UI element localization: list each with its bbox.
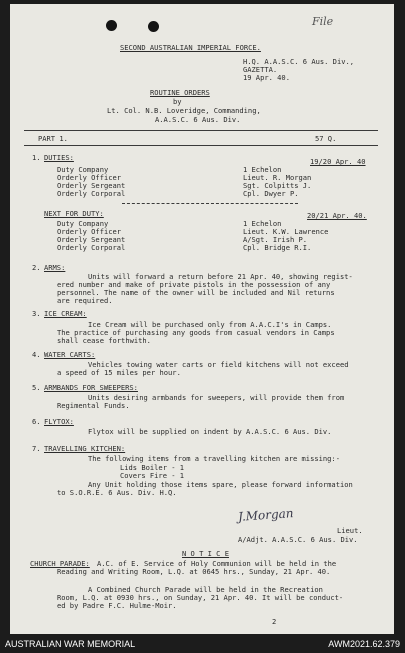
duty-name: 1 Echelon	[243, 219, 282, 228]
handwritten-signature: J.Morgan	[237, 506, 294, 524]
next-duty-date: 20/21 Apr. 40.	[307, 211, 367, 220]
ice-cream-heading: ICE CREAM:	[44, 309, 87, 318]
notice-text: Room, L.Q. at 0930 hrs., on Sunday, 21 Apr. 40. It will be conduct-	[57, 593, 344, 602]
duty-role: Orderly Sergeant	[57, 235, 126, 244]
notice-heading: N O T I C E	[182, 549, 229, 558]
duty-role: Orderly Sergeant	[57, 181, 126, 190]
arms-text: are required.	[57, 296, 113, 305]
section-number: 3.	[32, 309, 41, 318]
duty-name: Cpl. Dwyer P.	[243, 189, 299, 198]
force-heading: SECOND AUSTRALIAN IMPERIAL FORCE.	[120, 43, 261, 52]
page-number: 2	[272, 617, 277, 626]
ice-cream-text: shall cease forthwith.	[57, 336, 151, 345]
order-number: 57 Q.	[315, 134, 337, 143]
section-number: 6.	[32, 417, 41, 426]
section-number: 5.	[32, 383, 41, 392]
commanding-unit: A.A.S.C. 6 Aus. Div.	[155, 115, 241, 124]
water-carts-heading: WATER CARTS:	[44, 350, 96, 359]
archive-name: AUSTRALIAN WAR MEMORIAL	[5, 638, 136, 649]
kitchen-intro: The following items from a travelling kitchen are missing:-	[88, 454, 340, 463]
water-carts-text: Vehicles towing water carts or field kitchens will not exceed	[88, 360, 349, 369]
archive-footer	[0, 634, 405, 653]
duty-role: Orderly Corporal	[57, 243, 126, 252]
arms-text: personnel. The name of the owner will be included and Nil returns	[57, 288, 335, 297]
duty-name: Lieut. K.W. Lawrence	[243, 227, 329, 236]
part-label: PART 1.	[38, 134, 68, 143]
duties-date: 19/20 Apr. 40	[310, 157, 366, 166]
water-carts-text: a speed of 15 miles per hour.	[57, 368, 181, 377]
signatory-rank: Lieut.	[337, 526, 363, 535]
notice-text: ed by Padre F.C. Hulme-Moir.	[57, 601, 177, 610]
arms-heading: ARMS:	[44, 263, 66, 272]
ice-cream-text: Ice Cream will be purchased only from A.A.C.I's in Camps.	[88, 320, 332, 329]
next-duty-heading: NEXT FOR DUTY:	[44, 209, 104, 218]
document-page	[10, 4, 394, 634]
routine-orders-title: ROUTINE ORDERS	[150, 88, 210, 97]
kitchen-item: Covers Fire - 1	[120, 471, 185, 480]
kitchen-heading: TRAVELLING KITCHEN:	[44, 444, 126, 453]
duty-role: Orderly Corporal	[57, 189, 126, 198]
archive-reference: AWM2021.62.379	[328, 638, 400, 649]
duty-role: Duty Company	[57, 219, 109, 228]
armbands-heading: ARMBANDS FOR SWEEPERS:	[44, 383, 138, 392]
flytox-heading: FLYTOX:	[44, 417, 74, 426]
armbands-text: Units desiring armbands for sweepers, will provide them from	[88, 393, 345, 402]
punch-hole	[106, 20, 117, 31]
section-number: 2.	[32, 263, 41, 272]
commanding-officer: Lt. Col. N.B. Loveridge, Commanding,	[107, 106, 261, 115]
signatory-appointment: A/Adjt. A.A.S.C. 6 Aus. Div.	[238, 535, 358, 544]
section-number: 7.	[32, 444, 41, 453]
duty-name: A/Sgt. Irish P.	[243, 235, 308, 244]
handwritten-file-note: File	[312, 15, 334, 28]
divider	[24, 130, 378, 131]
duty-name: Sgt. Colpitts J.	[243, 181, 312, 190]
notice-text: A Combined Church Parade will be held in the Recreation	[88, 585, 323, 594]
duties-heading: DUTIES:	[44, 153, 74, 162]
duty-role: Orderly Officer	[57, 173, 122, 182]
duty-role: Duty Company	[57, 165, 109, 174]
notice-text: Reading and Writing Room, L.Q. at 0645 hrs., Sunday, 21 Apr. 40.	[57, 567, 331, 576]
section-number: 1.	[32, 153, 41, 162]
punch-hole	[148, 21, 159, 32]
duty-name: Cpl. Bridge R.I.	[243, 243, 312, 252]
kitchen-item: Lids Boiler - 1	[120, 463, 185, 472]
place-line: GAZETTA.	[243, 65, 278, 74]
duty-role: Orderly Officer	[57, 227, 122, 236]
kitchen-text: to S.O.R.E. 6 Aus. Div. H.Q.	[57, 488, 177, 497]
church-parade-heading: CHURCH PARADE:	[30, 559, 90, 568]
dashed-separator	[122, 203, 298, 204]
ice-cream-text: The practice of purchasing any goods from casual vendors in Camps	[57, 328, 335, 337]
armbands-text: Regimental Funds.	[57, 401, 130, 410]
kitchen-text: Any Unit holding those items spare, please forward information	[88, 480, 353, 489]
date-line: 19 Apr. 40.	[243, 73, 290, 82]
notice-text: A.C. of E. Service of Holy Communion will be held in the	[97, 559, 337, 568]
flytox-text: Flytox will be supplied on indent by A.A.S.C. 6 Aus. Div.	[88, 427, 332, 436]
arms-text: Units will forward a return before 21 Apr. 40, showing regist-	[88, 272, 353, 281]
hq-line: H.Q. A.A.S.C. 6 Aus. Div.,	[243, 57, 355, 66]
duty-name: 1 Echelon	[243, 165, 282, 174]
arms-text: ered number and make of private pistols in the possession of any	[57, 280, 331, 289]
routine-by: by	[173, 97, 182, 106]
section-number: 4.	[32, 350, 41, 359]
divider	[24, 145, 378, 146]
duty-name: Lieut. R. Morgan	[243, 173, 312, 182]
